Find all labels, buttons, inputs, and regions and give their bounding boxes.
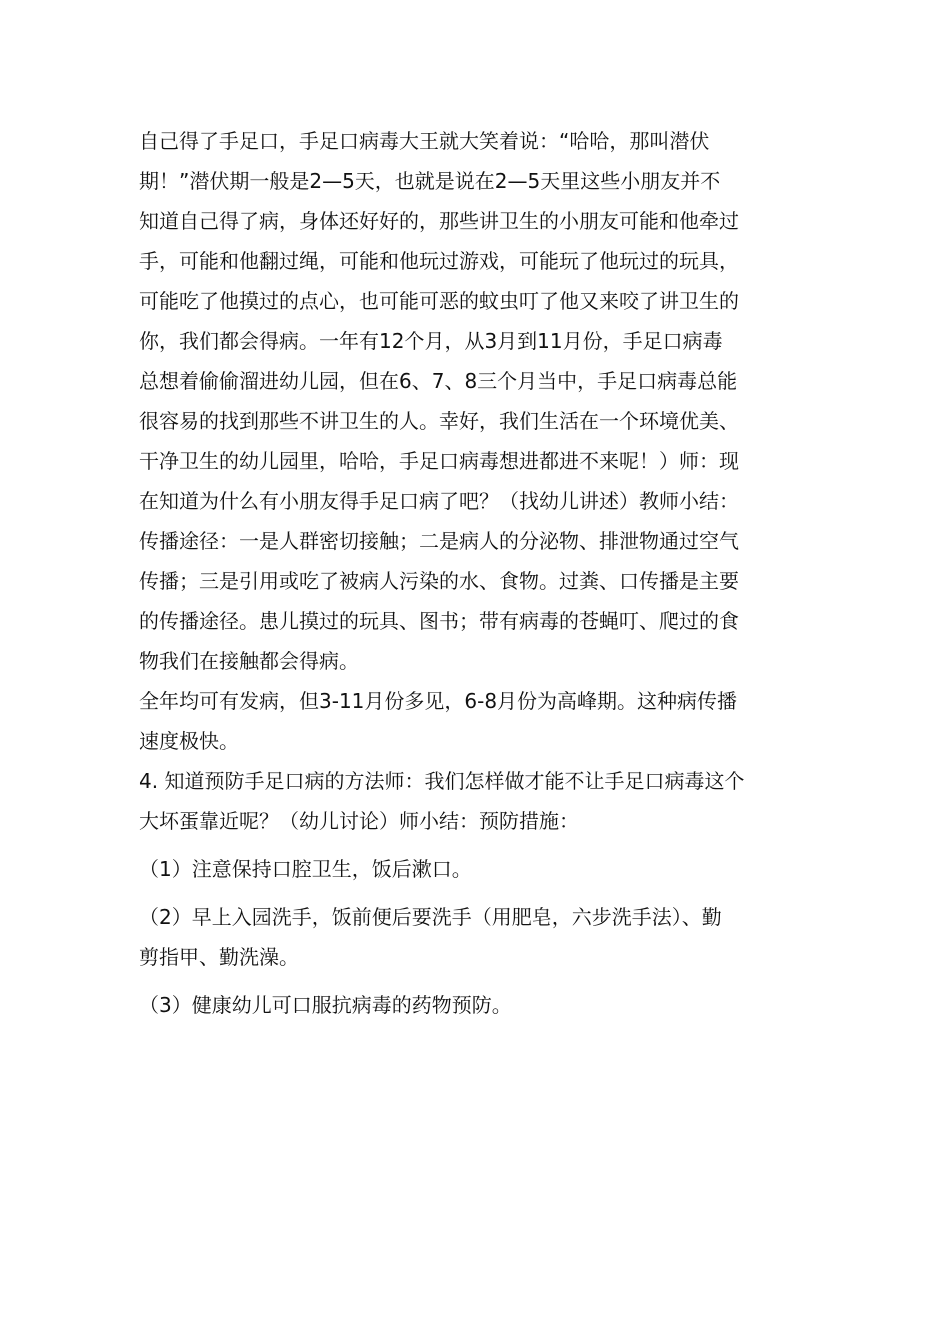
text-line: （1）注意保持口腔卫生，饭后漱口。 [139, 857, 472, 881]
text-line: 自己得了手足口，手足口病毒大王就大笑着说：“哈哈，那叫潜伏 [139, 129, 710, 153]
paragraph-season [139, 681, 823, 761]
spacer [139, 889, 823, 897]
text-line: （3）健康幼儿可口服抗病毒的药物预防。 [139, 993, 512, 1017]
spacer [139, 841, 823, 849]
text-line: 的传播途径。患儿摸过的玩具、图书；带有病毒的苍蝇叮、爬过的食 [139, 609, 739, 633]
text-line: 很容易的找到那些不讲卫生的人。幸好，我们生活在一个环境优美、 [139, 409, 739, 433]
paragraph-prevention-intro [139, 761, 823, 841]
prevention-item-1 [139, 849, 823, 889]
text-line: 剪指甲、勤洗澡。 [139, 945, 299, 969]
text-line: 在知道为什么有小朋友得手足口病了吧？（找幼儿讲述）教师小结： [139, 489, 739, 513]
prevention-item-3 [139, 985, 823, 1025]
text-line: 全年均可有发病，但3-11月份多见，6-8月份为高峰期。这种病传播 [139, 689, 738, 713]
text-line: 干净卫生的幼儿园里，哈哈，手足口病毒想进都进不来呢！）师：现 [139, 449, 739, 473]
text-line: 传播途径：一是人群密切接触；二是病人的分泌物、排泄物通过空气 [139, 529, 739, 553]
spacer [139, 977, 823, 985]
text-line: 期！”潜伏期一般是2—5天，也就是说在2—5天里这些小朋友并不 [139, 169, 721, 193]
text-line: 4. 知道预防手足口病的方法师：我们怎样做才能不让手足口病毒这个 [139, 769, 745, 793]
prevention-item-2 [139, 897, 823, 977]
text-line: 速度极快。 [139, 729, 239, 753]
text-line: 总想着偷偷溜进幼儿园，但在6、7、8三个月当中，手足口病毒总能 [139, 369, 738, 393]
text-line: 传播；三是引用或吃了被病人污染的水、食物。过粪、口传播是主要 [139, 569, 739, 593]
text-line: （2）早上入园洗手，饭前便后要洗手（用肥皂，六步洗手法）、勤 [139, 905, 722, 929]
document-body [139, 121, 823, 1025]
paragraph-narrative [139, 121, 823, 681]
text-line: 大坏蛋靠近呢？（幼儿讨论）师小结：预防措施： [139, 809, 579, 833]
text-line: 可能吃了他摸过的点心，也可能可恶的蚊虫叮了他又来咬了讲卫生的 [139, 289, 739, 313]
text-line: 手，可能和他翻过绳，可能和他玩过游戏，可能玩了他玩过的玩具， [139, 249, 739, 273]
text-line: 你，我们都会得病。一年有12个月，从3月到11月份，手足口病毒 [139, 329, 723, 353]
text-line: 知道自己得了病，身体还好好的，那些讲卫生的小朋友可能和他牵过 [139, 209, 739, 233]
text-line: 物我们在接触都会得病。 [139, 649, 359, 673]
